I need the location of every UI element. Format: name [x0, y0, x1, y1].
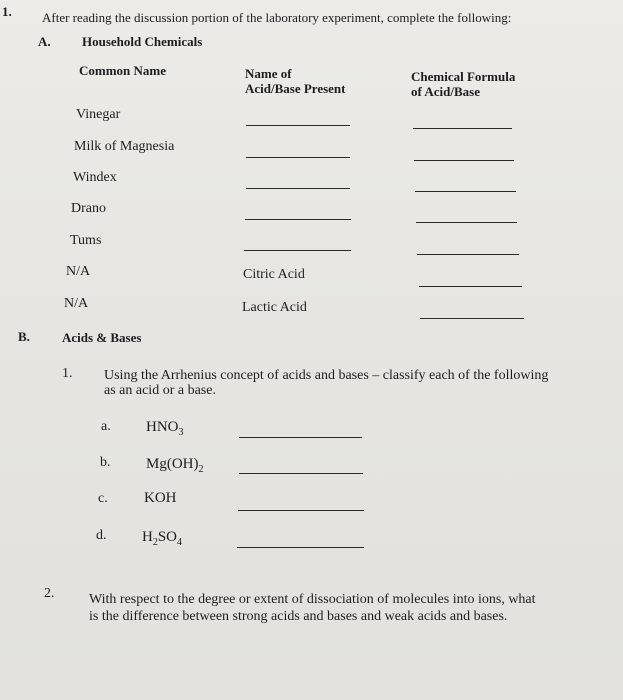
item-formula: KOH — [144, 490, 177, 506]
answer-blank-acid[interactable] — [246, 188, 350, 189]
question-2-line-1: With respect to the degree or extent of dissociation of molecules into ions, what — [89, 592, 536, 607]
answer-blank-formula[interactable] — [414, 160, 514, 161]
answer-blank-classification[interactable] — [238, 510, 364, 511]
answer-blank-formula[interactable] — [419, 286, 522, 287]
answer-blank-formula[interactable] — [415, 191, 516, 192]
question-1-line-2: as an acid or a base. — [104, 383, 216, 398]
row-common-name: Milk of Magnesia — [74, 139, 175, 154]
column-header-common-name: Common Name — [79, 63, 167, 78]
answer-blank-formula[interactable] — [416, 222, 517, 223]
answer-blank-formula[interactable] — [413, 128, 512, 129]
item-formula: $HNO_3$ — [146, 419, 184, 438]
item-label: b. — [100, 455, 111, 470]
item-label: a. — [101, 419, 111, 434]
column-header-acid-base-2: Acid/Base Present — [245, 81, 346, 96]
section-a-letter: A. — [38, 34, 51, 49]
answer-blank-acid[interactable] — [246, 157, 350, 158]
answer-blank-classification[interactable] — [239, 437, 362, 438]
item-formula: $Mg(OH)_2$ — [146, 456, 204, 475]
item-formula: $H_2SO_4$ — [142, 529, 183, 548]
row-common-name: Vinegar — [76, 107, 121, 122]
row-common-name: Tums — [70, 233, 102, 248]
answer-blank-formula[interactable] — [420, 318, 524, 319]
section-b-title: Acids & Bases — [62, 330, 142, 345]
question-1-number: 1. — [62, 366, 73, 381]
question-1-line-1: Using the Arrhenius concept of acids and bases – classify each of the following — [104, 368, 549, 383]
row-common-name: Drano — [71, 201, 106, 216]
row-acid-name: Lactic Acid — [242, 300, 307, 315]
section-b-letter: B. — [18, 329, 30, 344]
question-number: 1. — [2, 4, 12, 19]
answer-blank-acid[interactable] — [246, 125, 350, 126]
row-common-name: N/A — [64, 296, 89, 311]
question-2-number: 2. — [44, 586, 55, 601]
row-common-name: N/A — [66, 264, 91, 279]
answer-blank-classification[interactable] — [237, 547, 364, 548]
row-acid-name: Citric Acid — [243, 267, 305, 282]
answer-blank-acid[interactable] — [245, 219, 351, 220]
intro-text: After reading the discussion portion of the laboratory experiment, complete the following: — [42, 10, 512, 25]
item-label: c. — [98, 491, 108, 506]
column-header-formula-2: of Acid/Base — [411, 84, 480, 99]
answer-blank-acid[interactable] — [244, 250, 351, 251]
row-common-name: Windex — [73, 170, 117, 185]
column-header-formula-1: Chemical Formula — [411, 69, 516, 84]
answer-blank-formula[interactable] — [417, 254, 519, 255]
answer-blank-classification[interactable] — [239, 473, 363, 474]
item-label: d. — [96, 528, 107, 543]
section-a-title: Household Chemicals — [82, 34, 203, 49]
question-2-line-2: is the difference between strong acids and bases and weak acids and bases. — [89, 609, 508, 624]
column-header-acid-base-1: Name of — [245, 66, 292, 81]
